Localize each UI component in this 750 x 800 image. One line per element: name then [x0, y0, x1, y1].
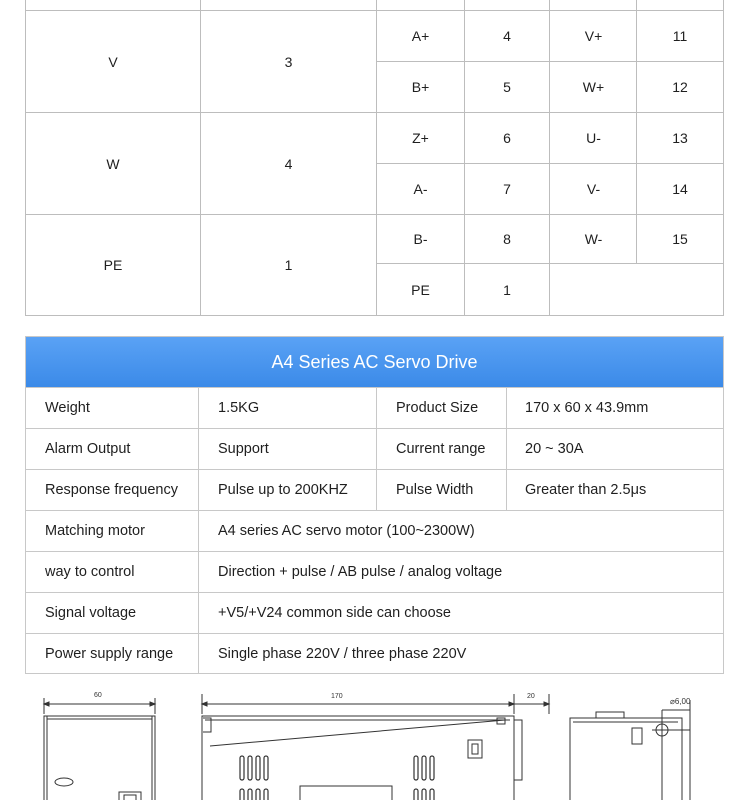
- rear-view: [570, 700, 690, 800]
- spec-label: Weight: [45, 400, 90, 416]
- encoder-signal-cell: A+: [411, 28, 430, 44]
- encoder-pin-cell: 15: [672, 231, 688, 247]
- encoder-signal-cell: B+: [411, 79, 430, 95]
- spec-value: 20 ~ 30A: [525, 441, 584, 457]
- spec-label: Current range: [396, 441, 486, 457]
- encoder-pin-cell: 13: [672, 130, 688, 146]
- encoder-pin-cell: 6: [503, 130, 511, 146]
- encoder-signal-cell: A-: [413, 181, 428, 197]
- encoder-signal-cell: W-: [584, 231, 603, 247]
- encoder-pin-cell: 11: [672, 28, 688, 44]
- encoder-signal-cell: V-: [586, 181, 601, 197]
- front-view: [44, 698, 155, 800]
- spec-label: Matching motor: [45, 523, 145, 539]
- spec-value: Pulse up to 200KHZ: [218, 482, 348, 498]
- spec-value: 1.5KG: [218, 400, 260, 416]
- encoder-signal-cell: Z+: [412, 130, 429, 146]
- spec-value: Single phase 220V / three phase 220V: [218, 645, 467, 662]
- spec-value: Support: [218, 441, 269, 457]
- spec-label: Signal voltage: [45, 605, 137, 621]
- hole-diameter-dimension: ⌀6,00: [670, 697, 691, 706]
- encoder-signal-cell: B-: [413, 231, 428, 247]
- motor-signal-cell: V: [108, 53, 118, 70]
- spec-value: 170 x 60 x 43.9mm: [525, 400, 649, 416]
- motor-signal-cell: PE: [103, 257, 123, 273]
- encoder-pin-cell: 14: [672, 181, 688, 197]
- spec-label: Alarm Output: [45, 441, 131, 457]
- encoder-pin-cell: 5: [503, 79, 511, 95]
- drawing-lines: [0, 690, 750, 800]
- spec-label: Power supply range: [45, 645, 174, 662]
- spec-value: Greater than 2.5μs: [525, 482, 647, 498]
- side-offset-dimension: 20: [527, 693, 535, 700]
- encoder-signal-cell: W+: [582, 79, 605, 95]
- motor-pin-cell: 3: [284, 53, 293, 70]
- dimension-drawings: [0, 690, 750, 800]
- motor-pin-cell: 1: [284, 257, 293, 273]
- spec-table: [25, 336, 724, 674]
- encoder-signal-cell: PE: [411, 281, 430, 298]
- front-width-dimension: 60: [94, 692, 102, 699]
- spec-value: A4 series AC servo motor (100~2300W): [218, 523, 475, 539]
- encoder-pin-cell: 4: [503, 28, 511, 44]
- wiring-table: [25, 0, 724, 316]
- spec-label: Product Size: [396, 400, 479, 416]
- motor-pin-cell: 4: [284, 155, 293, 172]
- spec-value: +V5/+V24 common side can choose: [218, 605, 451, 621]
- spec-table-title: A4 Series AC Servo Drive: [26, 337, 723, 387]
- spec-value: Direction + pulse / AB pulse / analog voltage: [218, 564, 503, 580]
- encoder-pin-cell: 7: [503, 181, 511, 197]
- motor-signal-cell: W: [106, 155, 120, 172]
- spec-label: Response frequency: [45, 482, 178, 498]
- encoder-signal-cell: V+: [584, 28, 603, 44]
- spec-label: way to control: [45, 564, 135, 580]
- encoder-pin-cell: 12: [672, 79, 688, 95]
- encoder-signal-cell: U-: [586, 130, 601, 146]
- encoder-pin-cell: 8: [503, 231, 511, 247]
- side-view: [202, 694, 549, 800]
- spec-label: Pulse Width: [396, 482, 474, 498]
- side-length-dimension: 170: [331, 693, 343, 700]
- encoder-pin-cell: 1: [503, 281, 511, 298]
